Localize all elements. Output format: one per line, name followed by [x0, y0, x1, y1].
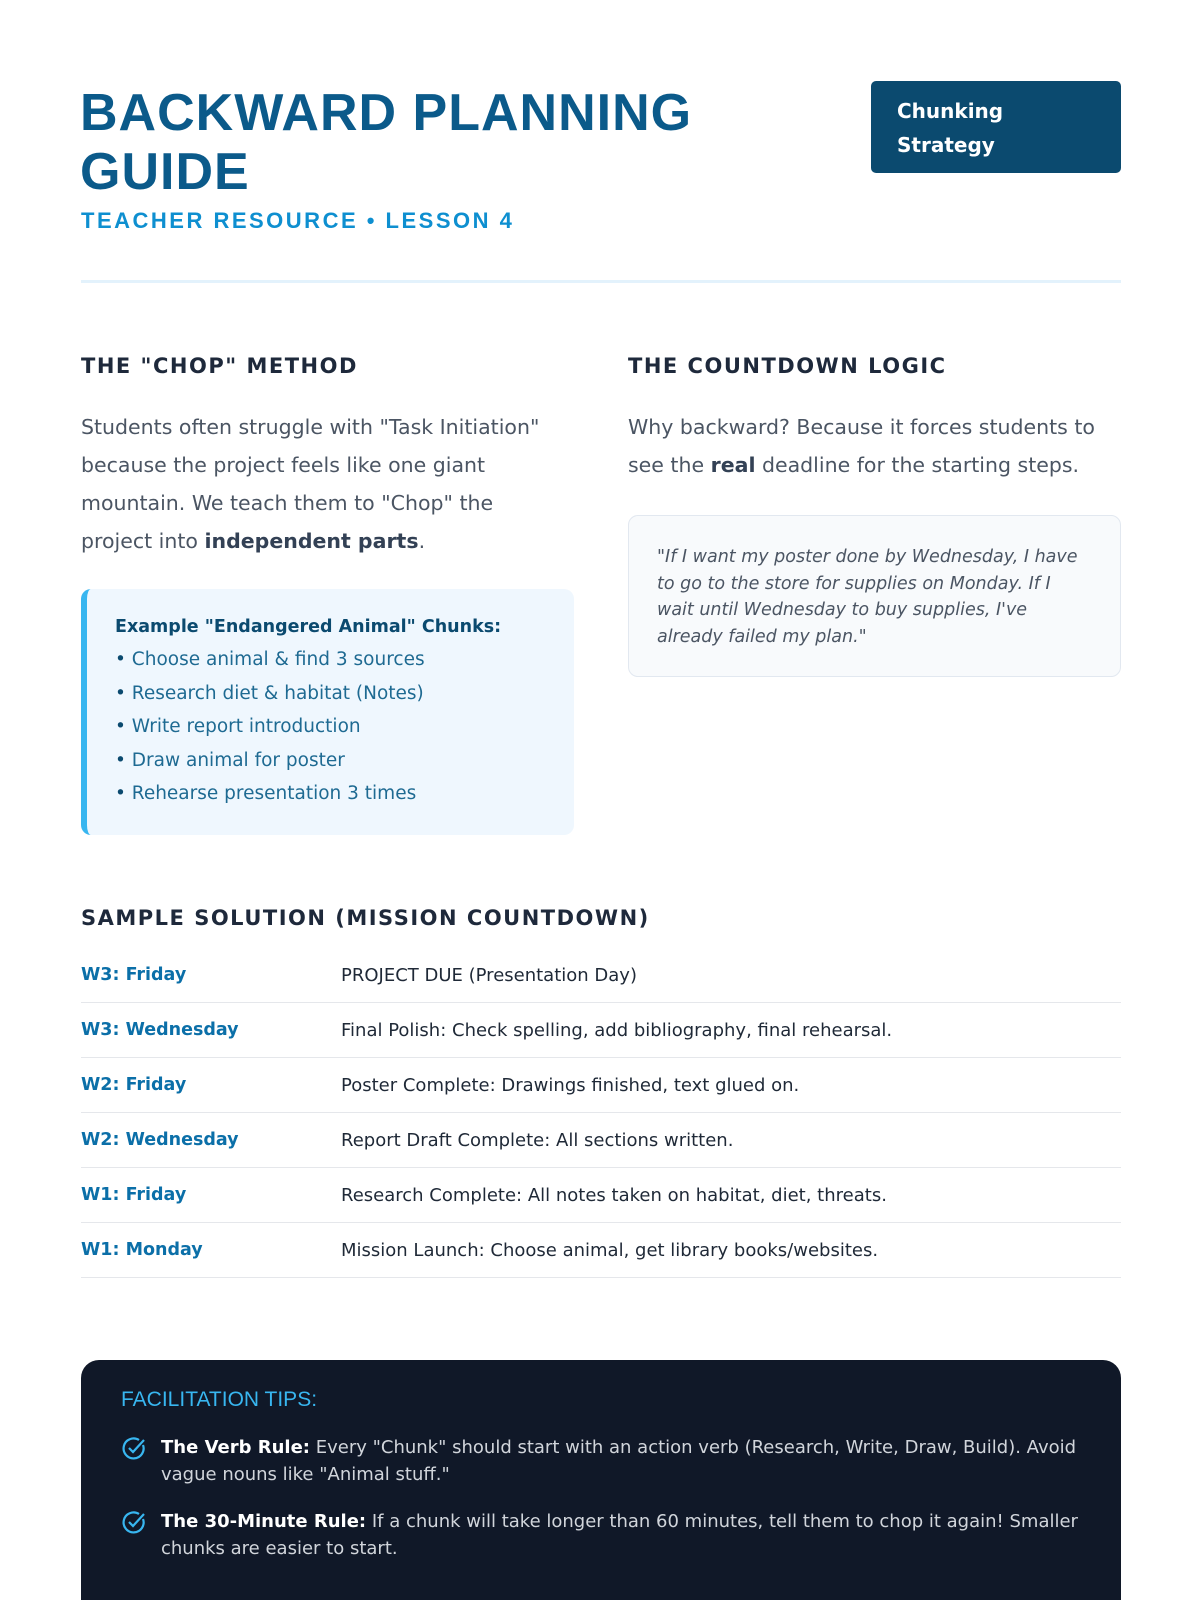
header-divider [81, 280, 1121, 283]
row-task: Poster Complete: Drawings finished, text glued on. [341, 1074, 800, 1096]
row-task: Mission Launch: Choose animal, get library books/websites. [341, 1239, 879, 1261]
tip-item [121, 1434, 1081, 1488]
table-row [81, 948, 1121, 1003]
chop-text-end: . [418, 529, 426, 553]
tip-label: The 30-Minute Rule: [161, 1511, 367, 1532]
tip-item [121, 1508, 1081, 1562]
chop-heading: THE "CHOP" METHOD [81, 354, 358, 378]
row-day: W2: Wednesday [81, 1130, 239, 1150]
solution-heading: SAMPLE SOLUTION (MISSION COUNTDOWN) [81, 906, 650, 930]
strategy-badge: Chunking Strategy [871, 81, 1121, 173]
countdown-text: Why backward? Because it forces students to see the [628, 415, 1095, 477]
chunks-callout [81, 589, 574, 835]
check-circle-icon [121, 1436, 147, 1462]
row-task: Report Draft Complete: All sections written. [341, 1129, 734, 1151]
row-day: W3: Friday [81, 965, 187, 985]
list-item: • Write report introduction [115, 710, 546, 744]
page-subtitle: TEACHER RESOURCE • LESSON 4 [81, 208, 515, 233]
chop-paragraph [81, 408, 561, 560]
check-circle-icon [121, 1510, 147, 1536]
list-item: • Choose animal & find 3 sources [115, 643, 546, 677]
table-row [81, 1058, 1121, 1113]
table-row [81, 1113, 1121, 1168]
countdown-text-end: deadline for the starting steps. [755, 453, 1080, 477]
table-row [81, 1168, 1121, 1223]
tip-text: Every "Chunk" should start with an action verb (Research, Write, Draw, Build). Avoid vague nouns like "Animal stuff." [161, 1437, 1077, 1485]
row-day: W3: Wednesday [81, 1020, 239, 1040]
chop-bold: independent parts [204, 529, 419, 553]
facilitation-tips [81, 1360, 1121, 1600]
list-item: • Draw animal for poster [115, 744, 546, 778]
row-day: W2: Friday [81, 1075, 187, 1095]
row-day: W1: Friday [81, 1185, 187, 1205]
row-task: PROJECT DUE (Presentation Day) [341, 964, 637, 986]
tip-label: The Verb Rule: [161, 1437, 311, 1458]
row-day: W1: Monday [81, 1240, 203, 1260]
chop-text: Students often struggle with "Task Initiation" because the project feels like one giant mountain. We teach them to "Chop" the project into [81, 415, 540, 553]
page-title: BACKWARD PLANNING GUIDE [80, 84, 693, 201]
callout-title: Example "Endangered Animal" Chunks: [115, 617, 502, 637]
countdown-paragraph [628, 408, 1121, 484]
tips-title: FACILITATION TIPS: [121, 1388, 318, 1411]
table-row [81, 1223, 1121, 1278]
table-row [81, 1003, 1121, 1058]
countdown-heading: THE COUNTDOWN LOGIC [628, 354, 947, 378]
countdown-bold: real [710, 453, 756, 477]
countdown-table [81, 948, 1121, 1278]
row-task: Research Complete: All notes taken on habitat, diet, threats. [341, 1184, 887, 1206]
list-item: • Research diet & habitat (Notes) [115, 677, 546, 711]
tip-text: If a chunk will take longer than 60 minutes, tell them to chop it again! Smaller chunks are easier to start. [161, 1511, 1078, 1559]
row-task: Final Polish: Check spelling, add bibliography, final rehearsal. [341, 1019, 893, 1041]
list-item: • Rehearse presentation 3 times [115, 777, 546, 811]
countdown-quote: "If I want my poster done by Wednesday, I have to go to the store for supplies on Monday. If I wait until Wednesday to buy supplies, I've already failed my plan." [628, 515, 1121, 677]
